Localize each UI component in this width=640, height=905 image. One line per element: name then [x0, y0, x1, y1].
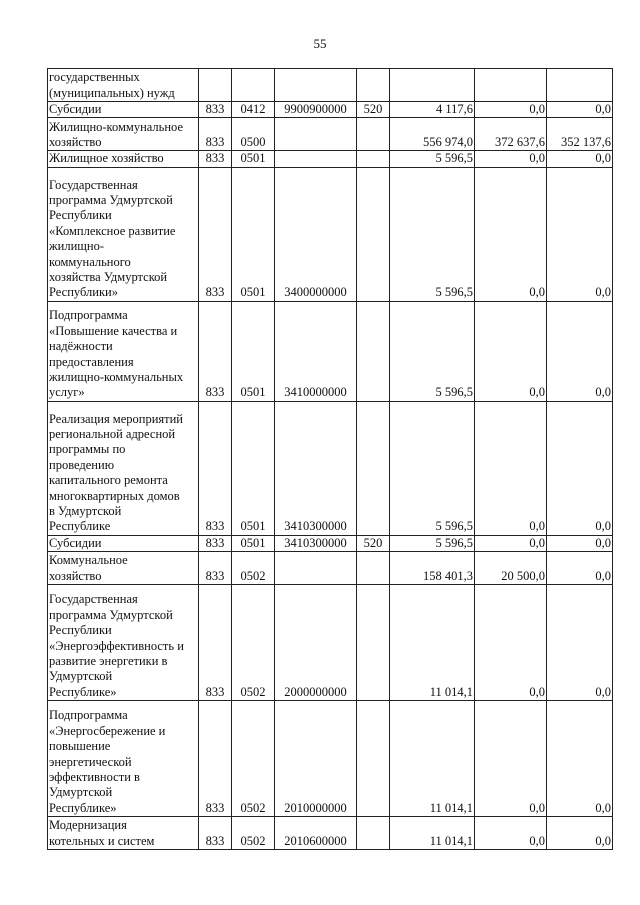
amount-year1-cell: 11 014,1	[390, 701, 475, 817]
amount-year2-cell: 0,0	[475, 301, 547, 401]
section-code-cell: 0501	[232, 167, 275, 301]
target-article-cell: 2010600000	[275, 817, 357, 850]
section-code-cell: 0500	[232, 118, 275, 151]
amount-year2-cell: 0,0	[475, 151, 547, 167]
amount-year3-cell: 0,0	[547, 151, 613, 167]
target-article-cell	[275, 552, 357, 585]
amount-year3-cell: 352 137,6	[547, 118, 613, 151]
amount-year1-cell: 5 596,5	[390, 151, 475, 167]
admin-code-cell: 833	[199, 585, 232, 701]
amount-year2-cell: 20 500,0	[475, 552, 547, 585]
amount-year3-cell	[547, 69, 613, 102]
amount-year3-cell: 0,0	[547, 535, 613, 551]
row-name-cell: Модернизация котельных и систем	[48, 817, 199, 850]
expense-type-cell: 520	[357, 102, 390, 118]
budget-table	[47, 68, 613, 850]
amount-year3-cell: 0,0	[547, 585, 613, 701]
amount-year2-cell: 0,0	[475, 701, 547, 817]
target-article-cell: 2000000000	[275, 585, 357, 701]
row-name-cell: Реализация мероприятий региональной адресной программы по проведению капитального ремонта многоквартирных домов в Удмуртской Республике	[48, 401, 199, 535]
row-name-cell: государственных (муниципальных) нужд	[48, 69, 199, 102]
amount-year2-cell: 0,0	[475, 535, 547, 551]
section-code-cell: 0502	[232, 585, 275, 701]
table-row	[48, 401, 613, 535]
table-row	[48, 167, 613, 301]
amount-year1-cell: 158 401,3	[390, 552, 475, 585]
row-name-cell: Субсидии	[48, 535, 199, 551]
section-code-cell: 0501	[232, 535, 275, 551]
expense-type-cell: 520	[357, 535, 390, 551]
section-code-cell: 0502	[232, 552, 275, 585]
amount-year1-cell: 5 596,5	[390, 301, 475, 401]
row-name-cell: Государственная программа Удмуртской Республики «Энергоэффективность и развитие энергетики в Удмуртской Республике»	[48, 585, 199, 701]
amount-year2-cell: 0,0	[475, 817, 547, 850]
row-name-cell: Жилищно-коммунальное хозяйство	[48, 118, 199, 151]
expense-type-cell	[357, 552, 390, 585]
table-row	[48, 585, 613, 701]
expense-type-cell	[357, 301, 390, 401]
table-row	[48, 701, 613, 817]
admin-code-cell: 833	[199, 167, 232, 301]
amount-year3-cell: 0,0	[547, 401, 613, 535]
row-name-cell: Жилищное хозяйство	[48, 151, 199, 167]
row-name-cell: Подпрограмма «Повышение качества и надёжности предоставления жилищно-коммунальных услуг»	[48, 301, 199, 401]
target-article-cell: 2010000000	[275, 701, 357, 817]
table-row	[48, 102, 613, 118]
row-name-cell: Подпрограмма «Энергосбережение и повышение энергетической эффективности в Удмуртской Республике»	[48, 701, 199, 817]
amount-year2-cell: 372 637,6	[475, 118, 547, 151]
target-article-cell: 3410000000	[275, 301, 357, 401]
amount-year2-cell: 0,0	[475, 585, 547, 701]
row-name-cell: Субсидии	[48, 102, 199, 118]
section-code-cell: 0501	[232, 301, 275, 401]
admin-code-cell: 833	[199, 401, 232, 535]
admin-code-cell: 833	[199, 301, 232, 401]
target-article-cell: 9900900000	[275, 102, 357, 118]
amount-year1-cell	[390, 69, 475, 102]
target-article-cell	[275, 151, 357, 167]
admin-code-cell	[199, 69, 232, 102]
amount-year1-cell: 5 596,5	[390, 401, 475, 535]
expense-type-cell	[357, 817, 390, 850]
table-row	[48, 535, 613, 551]
table-row	[48, 118, 613, 151]
section-code-cell: 0501	[232, 401, 275, 535]
admin-code-cell: 833	[199, 817, 232, 850]
amount-year3-cell: 0,0	[547, 552, 613, 585]
amount-year2-cell: 0,0	[475, 401, 547, 535]
section-code-cell: 0412	[232, 102, 275, 118]
section-code-cell: 0502	[232, 817, 275, 850]
amount-year3-cell: 0,0	[547, 701, 613, 817]
table-row	[48, 552, 613, 585]
amount-year2-cell: 0,0	[475, 102, 547, 118]
amount-year1-cell: 11 014,1	[390, 585, 475, 701]
amount-year1-cell: 5 596,5	[390, 167, 475, 301]
target-article-cell: 3410300000	[275, 535, 357, 551]
expense-type-cell	[357, 118, 390, 151]
section-code-cell: 0502	[232, 701, 275, 817]
amount-year3-cell: 0,0	[547, 167, 613, 301]
expense-type-cell	[357, 69, 390, 102]
expense-type-cell	[357, 151, 390, 167]
section-code-cell: 0501	[232, 151, 275, 167]
target-article-cell: 3400000000	[275, 167, 357, 301]
expense-type-cell	[357, 585, 390, 701]
row-name-cell: Коммунальное хозяйство	[48, 552, 199, 585]
amount-year3-cell: 0,0	[547, 102, 613, 118]
amount-year2-cell: 0,0	[475, 167, 547, 301]
expense-type-cell	[357, 167, 390, 301]
table-row	[48, 151, 613, 167]
table-row	[48, 69, 613, 102]
admin-code-cell: 833	[199, 535, 232, 551]
admin-code-cell: 833	[199, 701, 232, 817]
admin-code-cell: 833	[199, 102, 232, 118]
target-article-cell	[275, 118, 357, 151]
expense-type-cell	[357, 701, 390, 817]
page-number: 55	[313, 36, 327, 51]
amount-year3-cell: 0,0	[547, 817, 613, 850]
table-row	[48, 301, 613, 401]
admin-code-cell: 833	[199, 151, 232, 167]
amount-year1-cell: 4 117,6	[390, 102, 475, 118]
admin-code-cell: 833	[199, 552, 232, 585]
target-article-cell: 3410300000	[275, 401, 357, 535]
admin-code-cell: 833	[199, 118, 232, 151]
expense-type-cell	[357, 401, 390, 535]
amount-year1-cell: 556 974,0	[390, 118, 475, 151]
table-row	[48, 817, 613, 850]
row-name-cell: Государственная программа Удмуртской Республики «Комплексное развитие жилищно- коммунального хозяйства Удмуртской Республики»	[48, 167, 199, 301]
target-article-cell	[275, 69, 357, 102]
section-code-cell	[232, 69, 275, 102]
amount-year2-cell	[475, 69, 547, 102]
amount-year3-cell: 0,0	[547, 301, 613, 401]
budget-table-body	[48, 69, 613, 850]
amount-year1-cell: 11 014,1	[390, 817, 475, 850]
amount-year1-cell: 5 596,5	[390, 535, 475, 551]
